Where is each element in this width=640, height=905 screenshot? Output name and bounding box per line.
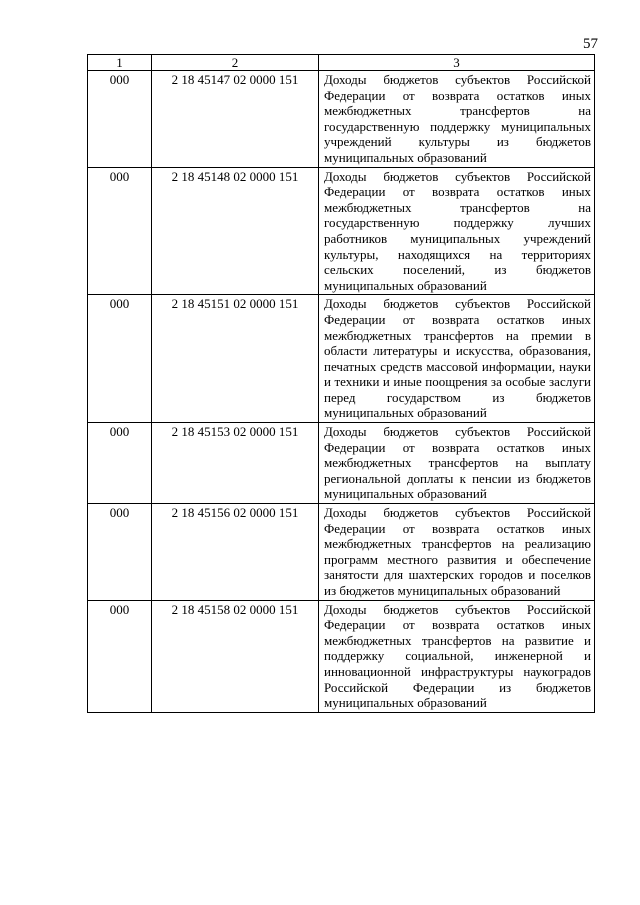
- admin-code-cell: 000: [88, 295, 152, 423]
- budget-code-cell: 2 18 45156 02 0000 151: [152, 504, 319, 601]
- budget-code-cell: 2 18 45147 02 0000 151: [152, 71, 319, 168]
- table-row: [88, 600, 595, 712]
- table-header-row: [88, 55, 595, 71]
- description-cell: Доходы бюджетов субъектов Российской Федерации от возврата остатков иных межбюджетных трансфертов на премии в области литературы и искусства, образования, печатных средств массовой информации, науки и техники и иные поощрения за особые заслуги перед государством из бюджетов муниципальных образований: [319, 295, 595, 423]
- column-header-1: 1: [88, 55, 152, 71]
- description-cell: Доходы бюджетов субъектов Российской Федерации от возврата остатков иных межбюджетных трансфертов на развитие и поддержку социальной, инженерной и инновационной инфраструктуры наукоградов Российской Федерации из бюджетов муниципальных образований: [319, 600, 595, 712]
- admin-code-cell: 000: [88, 504, 152, 601]
- column-header-3: 3: [319, 55, 595, 71]
- table-row: [88, 167, 595, 295]
- table-row: [88, 295, 595, 423]
- admin-code-cell: 000: [88, 423, 152, 504]
- description-cell: Доходы бюджетов субъектов Российской Федерации от возврата остатков иных межбюджетных трансфертов на государственную поддержку лучших работников муниципальных учреждений культуры, находящихся на территориях сельских поселений, из бюджетов муниципальных образований: [319, 167, 595, 295]
- admin-code-cell: 000: [88, 167, 152, 295]
- description-cell: Доходы бюджетов субъектов Российской Федерации от возврата остатков иных межбюджетных трансфертов на реализацию программ местного развития и обеспечение занятости для шахтерских городов и поселков из бюджетов муниципальных образований: [319, 504, 595, 601]
- table-row: [88, 71, 595, 168]
- admin-code-cell: 000: [88, 600, 152, 712]
- budget-code-cell: 2 18 45158 02 0000 151: [152, 600, 319, 712]
- description-cell: Доходы бюджетов субъектов Российской Федерации от возврата остатков иных межбюджетных трансфертов на государственную поддержку муниципальных учреждений культуры из бюджетов муниципальных образований: [319, 71, 595, 168]
- budget-code-cell: 2 18 45153 02 0000 151: [152, 423, 319, 504]
- budget-code-cell: 2 18 45148 02 0000 151: [152, 167, 319, 295]
- page-number: 57: [583, 36, 598, 52]
- admin-code-cell: 000: [88, 71, 152, 168]
- table-row: [88, 504, 595, 601]
- column-header-2: 2: [152, 55, 319, 71]
- budget-codes-table: [87, 54, 595, 713]
- table-row: [88, 423, 595, 504]
- description-cell: Доходы бюджетов субъектов Российской Федерации от возврата остатков иных межбюджетных трансфертов на выплату региональной доплаты к пенсии из бюджетов муниципальных образований: [319, 423, 595, 504]
- budget-code-cell: 2 18 45151 02 0000 151: [152, 295, 319, 423]
